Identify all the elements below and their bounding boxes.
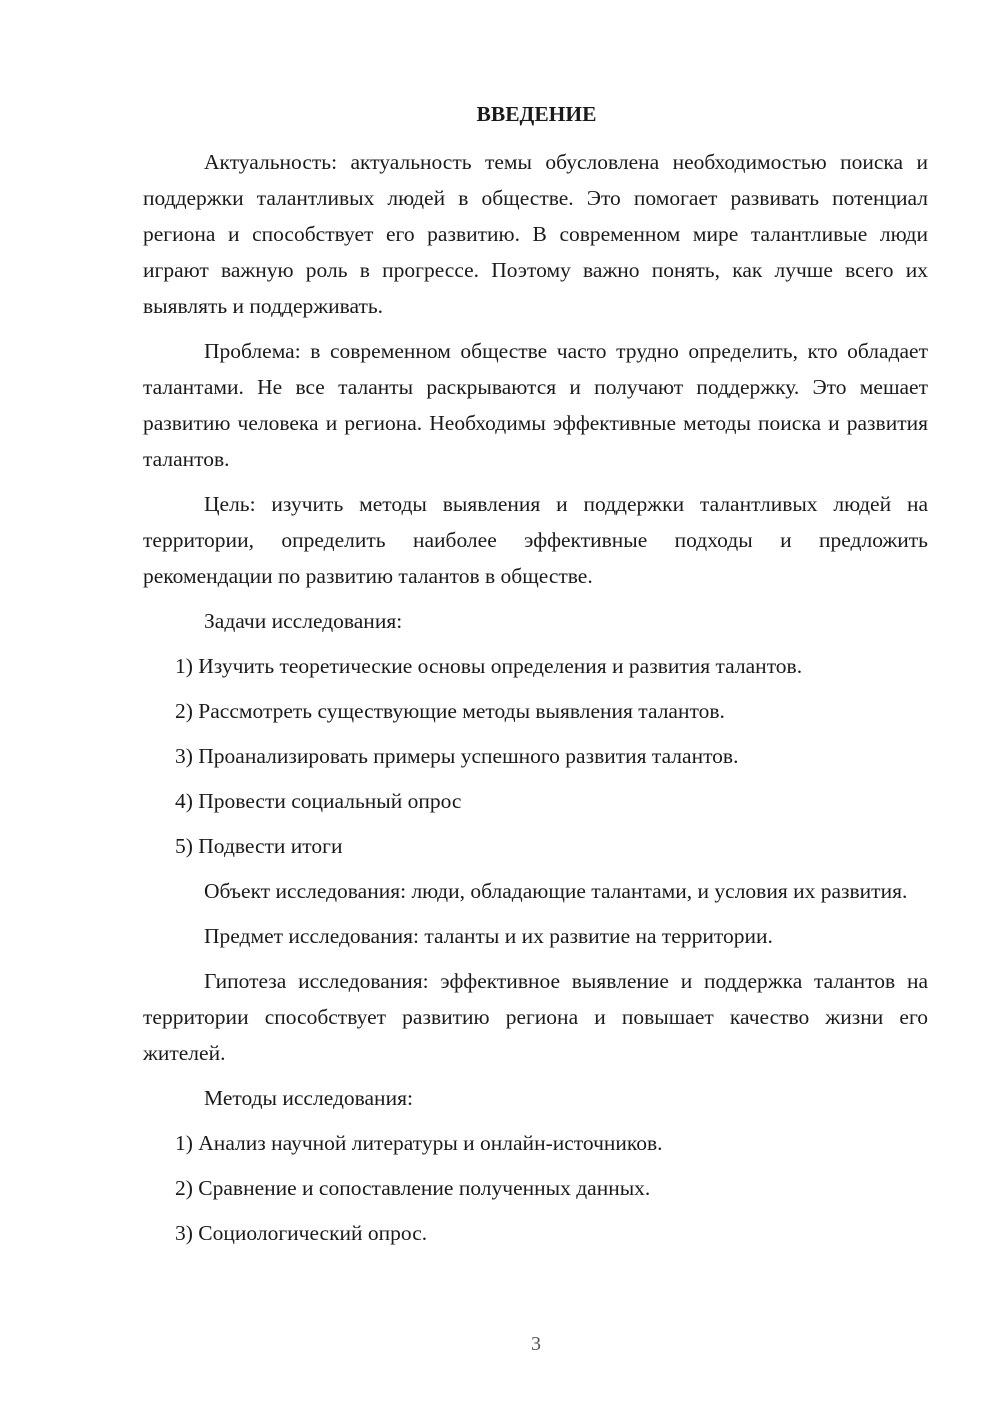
- goal-paragraph: Цель: изучить методы выявления и поддержки талантливых людей на территории, определить наиболее эффективные подходы и предложить рекомендации по развитию талантов в обществе.: [143, 492, 928, 588]
- subject-paragraph: Предмет исследования: таланты и их развитие на территории.: [204, 924, 773, 948]
- list-item: 4) Провести социальный опрос: [175, 789, 462, 813]
- list-item: 3) Социологический опрос.: [175, 1221, 428, 1245]
- hypothesis-paragraph: Гипотеза исследования: эффективное выявление и поддержка талантов на территории способствует развитию региона и повышает качество жизни его жителей.: [143, 969, 928, 1065]
- relevance-paragraph: Актуальность: актуальность темы обусловлена необходимостью поиска и поддержки талантливых людей в обществе. Это помогает развивать потенциал региона и способствует его развитию. В современном мире талантливые люди играют важную роль в прогрессе. Поэтому важно понять, как лучше всего их выявлять и поддерживать.: [143, 150, 928, 318]
- list-item: 2) Рассмотреть существующие методы выявления талантов.: [175, 699, 725, 723]
- object-paragraph: Объект исследования: люди, обладающие талантами, и условия их развития.: [204, 879, 908, 903]
- document-page: [143, 96, 928, 1260]
- list-item: 1) Изучить теоретические основы определения и развития талантов.: [175, 654, 803, 678]
- methods-heading: Методы исследования:: [204, 1086, 413, 1110]
- tasks-heading: Задачи исследования:: [204, 609, 403, 633]
- tasks-list: [143, 648, 928, 864]
- page-title: ВВЕДЕНИЕ: [476, 102, 597, 126]
- problem-paragraph: Проблема: в современном обществе часто трудно определить, кто обладает талантами. Не все таланты раскрываются и получают поддержку. Это мешает развитию человека и региона. Необходимы эффективные методы поиска и развития талантов.: [143, 339, 928, 471]
- methods-list: [143, 1125, 928, 1251]
- list-item: 3) Проанализировать примеры успешного развития талантов.: [175, 744, 739, 768]
- list-item: 1) Анализ научной литературы и онлайн-источников.: [175, 1131, 663, 1155]
- page-number: 3: [531, 1333, 541, 1355]
- list-item: 2) Сравнение и сопоставление полученных данных.: [175, 1176, 651, 1200]
- list-item: 5) Подвести итоги: [175, 834, 343, 858]
